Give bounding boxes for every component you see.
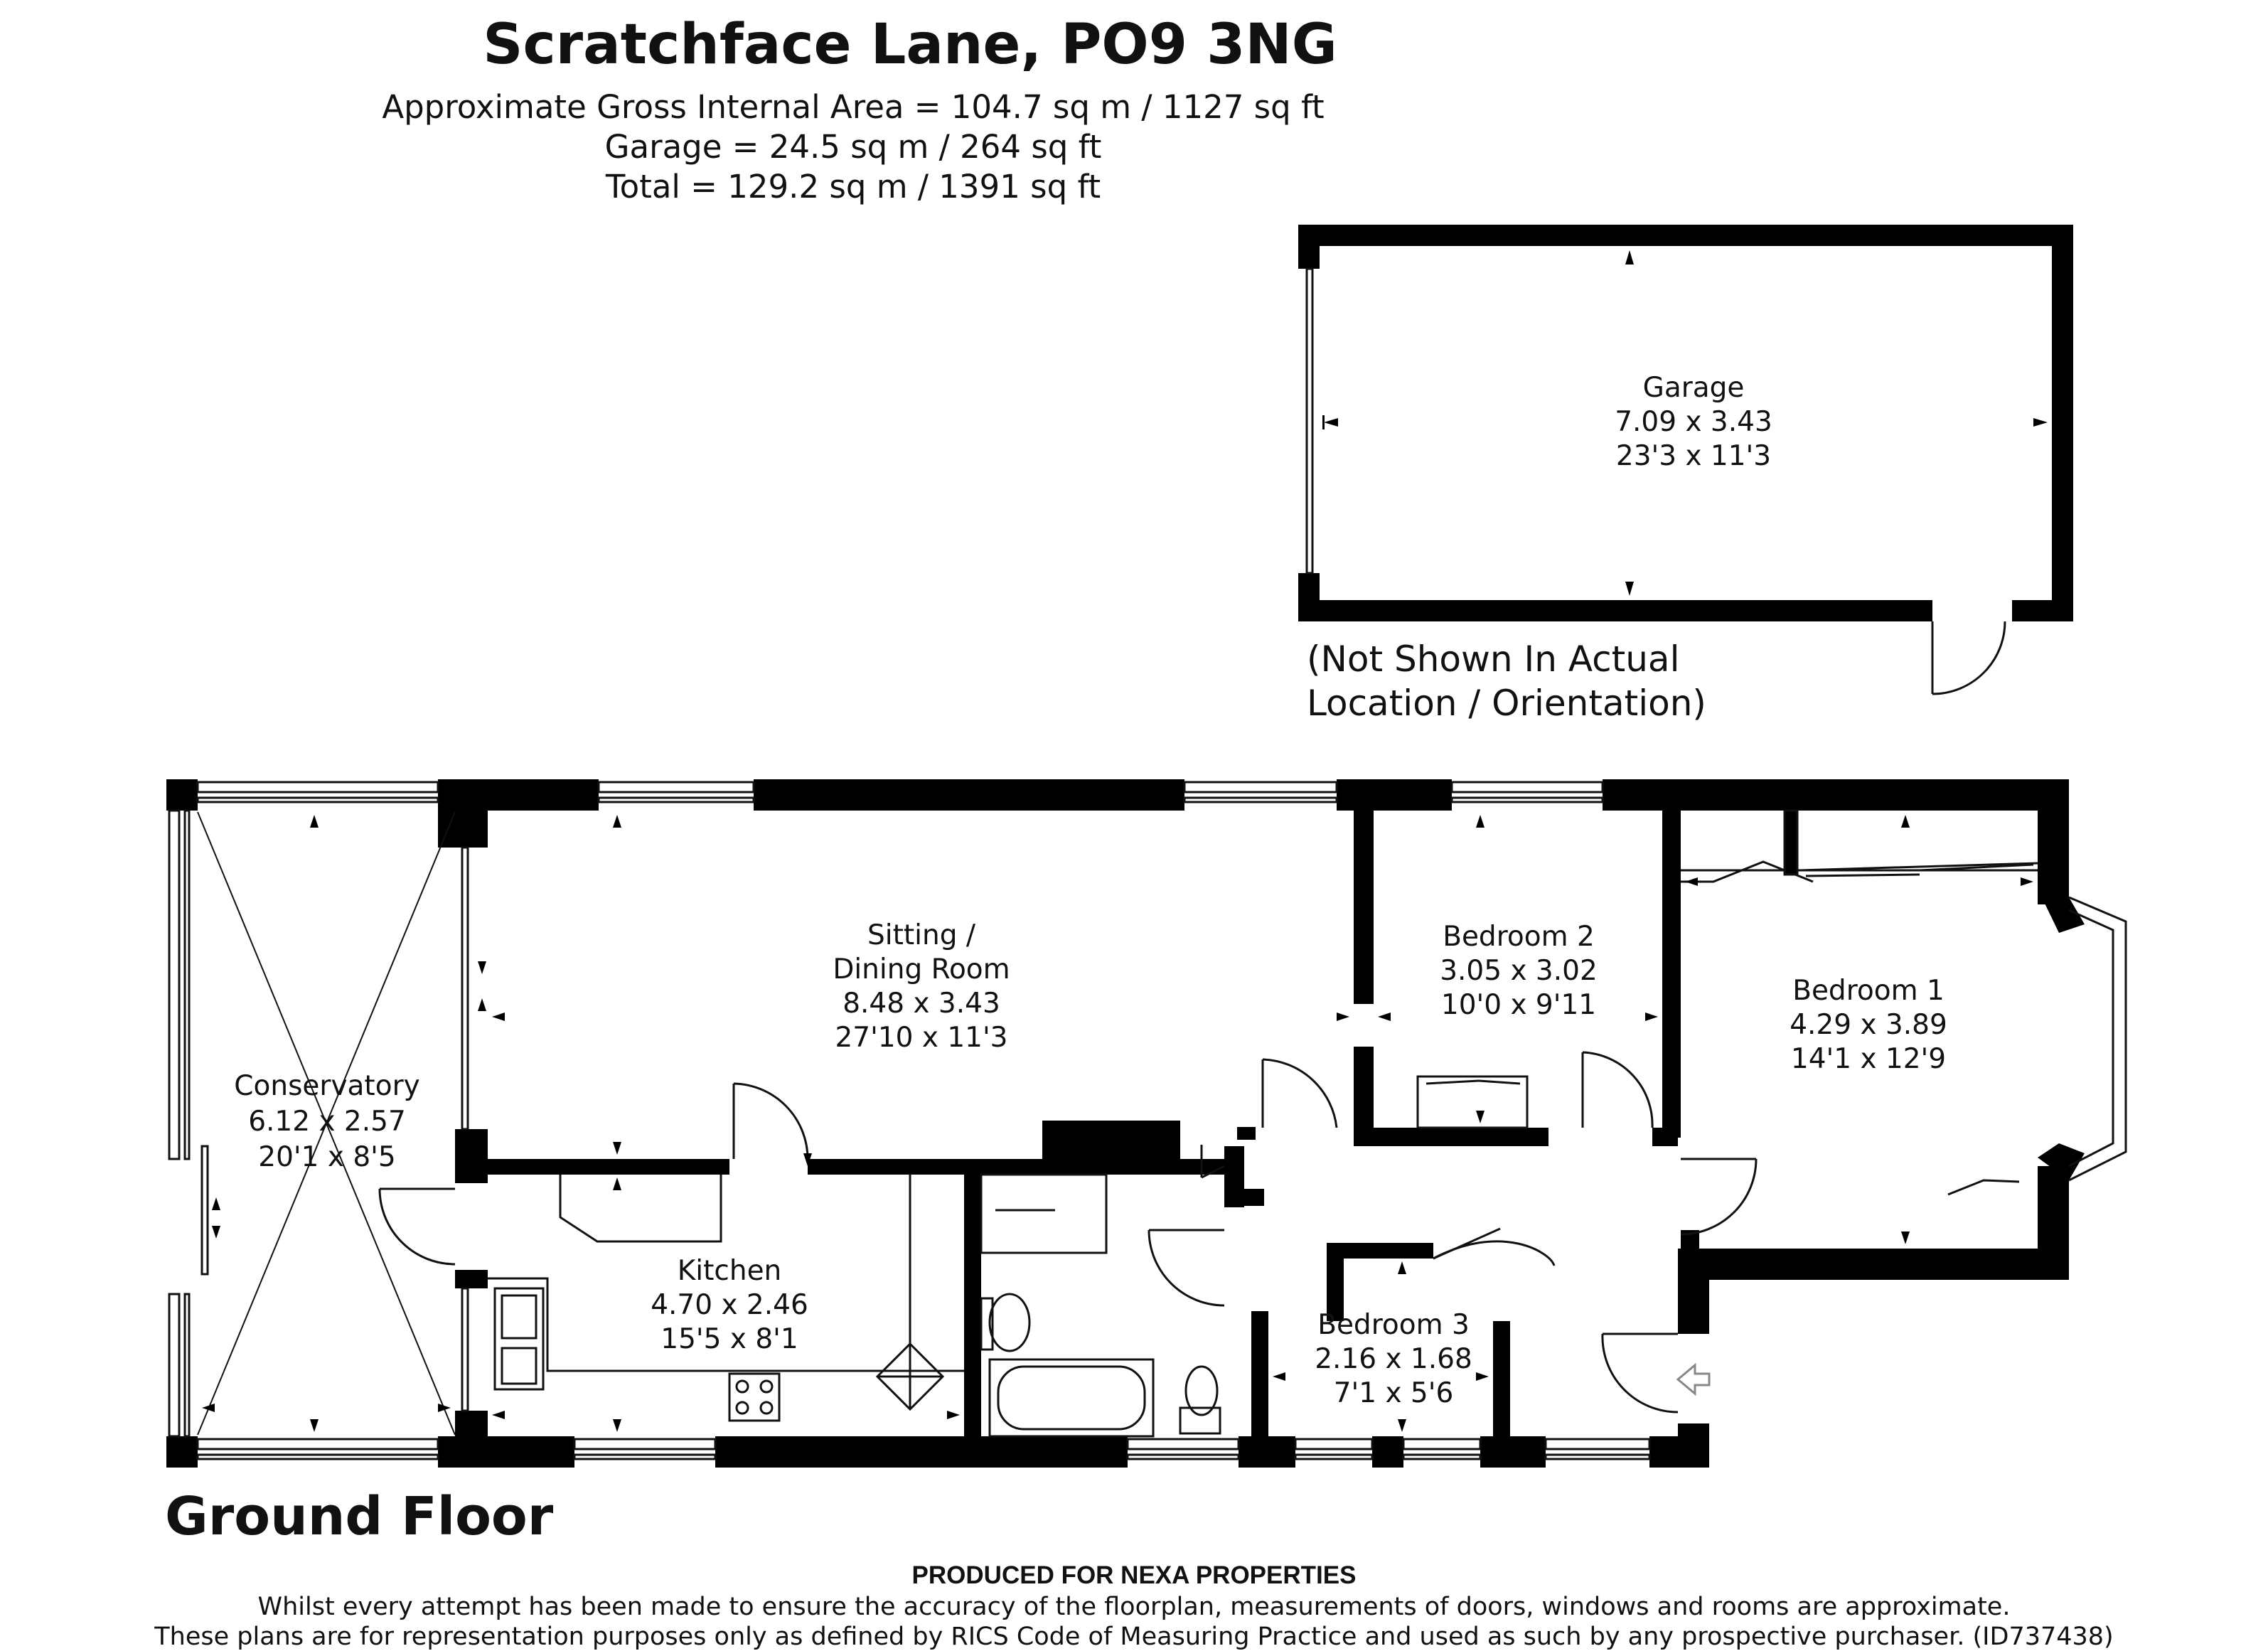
gross-area-text: Approximate Gross Internal Area = 104.7 sq m / 1127 sq ft: [382, 88, 1325, 126]
produced-by: PRODUCED FOR NEXA PROPERTIES: [911, 1561, 1357, 1589]
disclaimer-line2: These plans are for representation purposes only as defined by RICS Code of Measuring Practice and used as such by any prospective purchaser. (ID737438): [154, 1623, 2114, 1651]
page-title: Scratchface Lane, PO9 3NG: [483, 13, 1337, 77]
garage-orientation-note: [1307, 637, 1706, 725]
bedroom1-wardrobe: [1681, 811, 2038, 876]
garage-label: Garage: [1642, 372, 1745, 404]
conservatory-metric: 6.12 x 2.57: [248, 1106, 406, 1138]
bathroom-fittings: [981, 1175, 1220, 1436]
garage-door: [1307, 269, 2005, 694]
garage-area-text: Garage = 24.5 sq m / 264 sq ft: [604, 128, 1102, 166]
total-area-text: Total = 129.2 sq m / 1391 sq ft: [605, 168, 1101, 205]
conservatory-doors: [462, 848, 468, 1411]
interior-walls: [455, 811, 1699, 1468]
door-swings: [380, 862, 2019, 1412]
entrance-arrow-icon: [1678, 1365, 1709, 1394]
garage-note-line1: (Not Shown In Actual: [1307, 639, 1680, 680]
garage-imperial: 23'3 x 11'3: [1615, 440, 1772, 472]
bedroom1-metric: 4.29 x 3.89: [1790, 1009, 1947, 1041]
bedroom2-label: Bedroom 2: [1443, 921, 1595, 953]
disclaimer-line1: Whilst every attempt has been made to ensure the accuracy of the floorplan, measurements of doors, windows and rooms are approximate.: [257, 1593, 2011, 1621]
bedroom3-imperial: 7'1 x 5'6: [1333, 1377, 1454, 1409]
conservatory-label: Conservatory: [234, 1070, 420, 1102]
sitting-metric: 8.48 x 3.43: [843, 988, 1000, 1020]
bedroom1-label: Bedroom 1: [1792, 975, 1945, 1007]
bedroom2-metric: 3.05 x 3.02: [1440, 955, 1598, 987]
bedroom3-metric: 2.16 x 1.68: [1315, 1343, 1472, 1375]
kitchen-imperial: 15'5 x 8'1: [660, 1323, 798, 1355]
kitchen-label: Kitchen: [677, 1255, 782, 1287]
garage-note-line2: Location / Orientation): [1307, 683, 1706, 724]
sitting-label-line2: Dining Room: [833, 953, 1010, 985]
conservatory-imperial: 20'1 x 8'5: [258, 1141, 396, 1173]
sitting-imperial: 27'10 x 11'3: [835, 1022, 1008, 1054]
kitchen-metric: 4.70 x 2.46: [651, 1289, 808, 1321]
bedroom3-label: Bedroom 3: [1317, 1309, 1470, 1341]
bedroom2-imperial: 10'0 x 9'11: [1440, 989, 1597, 1021]
garage-metric: 7.09 x 3.43: [1615, 406, 1772, 438]
sitting-label-line1: Sitting /: [867, 919, 976, 951]
bedroom1-imperial: 14'1 x 12'9: [1790, 1043, 1947, 1075]
floor-label: Ground Floor: [165, 1486, 554, 1547]
bedroom2-cupboard: [1418, 1076, 1527, 1128]
